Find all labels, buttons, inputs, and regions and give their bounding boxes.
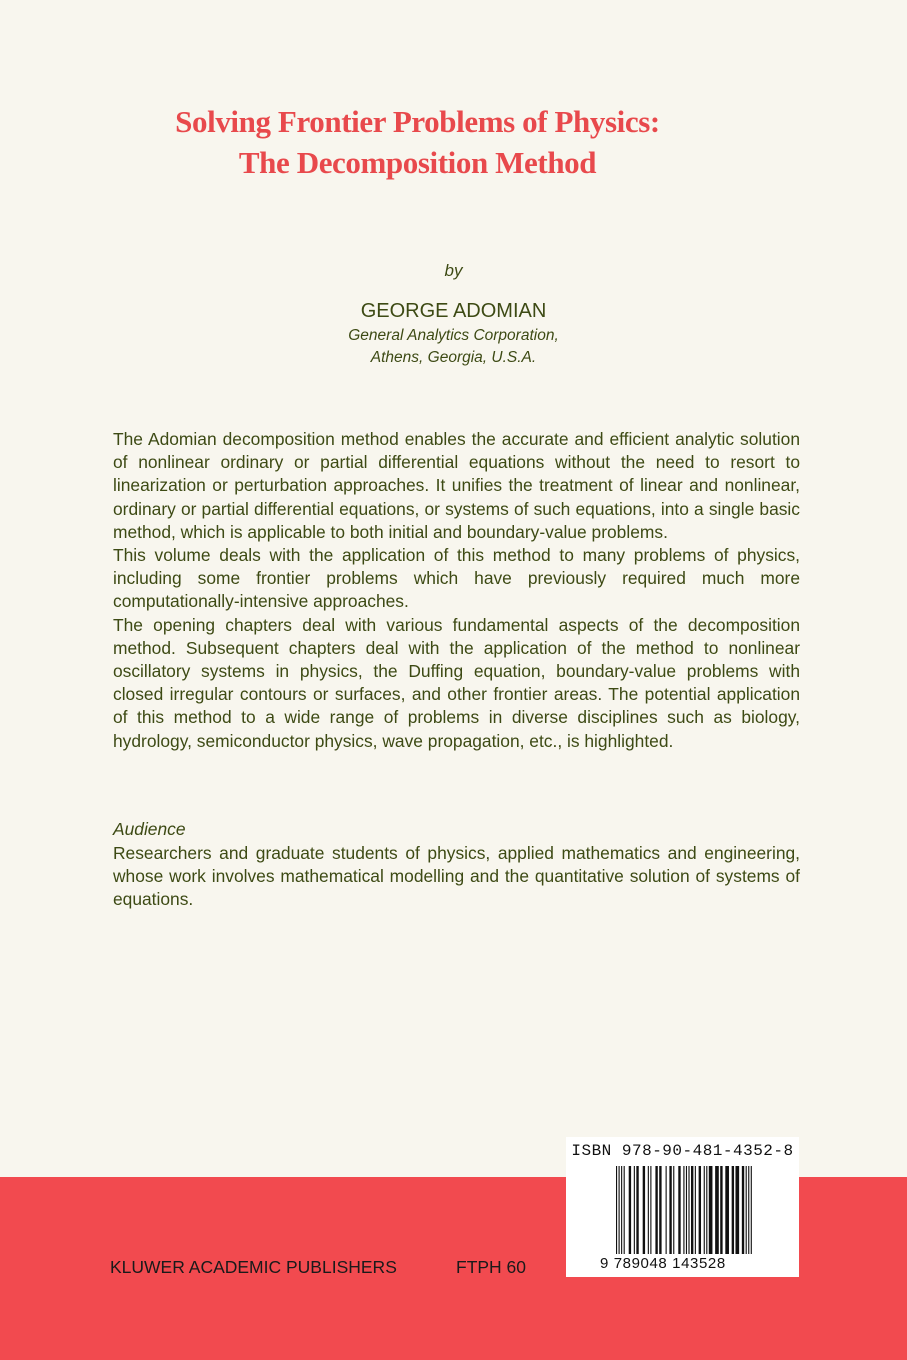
book-description — [113, 428, 800, 753]
barcode-bar — [720, 1166, 722, 1254]
barcode-bar — [751, 1166, 752, 1254]
isbn-barcode-label — [566, 1137, 799, 1277]
author-name: GEORGE ADOMIAN — [360, 300, 547, 322]
audience-text — [113, 842, 800, 912]
barcode-bar — [648, 1166, 649, 1254]
barcode-bar — [621, 1166, 622, 1254]
description-paragraph: The Adomian decomposition method enables the accurate and efficient analytic solution of nonlinear ordinary or partial differential equations without the need to resort to linearization or perturbation approaches. It unifies the treatment of linear and nonlinear, ordinary or partial differential equations, or systems of such equations, into a single basic method, which is applicable to both initial and boundary-value problems. — [113, 429, 800, 542]
barcode-bar — [732, 1166, 734, 1254]
barcode-bar — [655, 1166, 657, 1254]
barcode-bar — [695, 1166, 696, 1254]
barcode-bar — [683, 1166, 684, 1254]
barcode-bar — [688, 1166, 689, 1254]
barcode-bar — [704, 1166, 705, 1254]
barcode-bar — [666, 1166, 667, 1254]
barcode-bar — [709, 1166, 713, 1254]
series-code: FTPH 60 — [456, 1257, 527, 1277]
barcode-bar — [650, 1166, 651, 1254]
barcode-bar — [624, 1166, 625, 1254]
barcode-bar — [725, 1166, 729, 1254]
description-paragraph: The opening chapters deal with various fundamental aspects of the decomposition method. Subsequent chapters deal with the application of the method to nonlinear oscillatory systems in physics, the Duffing equation, boundary-value problems with closed irregular contours or surfaces, and other frontier areas. The potential application of this method to a wide range of problems in diverse disciplines such as biology, hydrology, semiconductor physics, wave propagation, etc., is highlighted. — [113, 614, 800, 751]
barcode-bar — [634, 1166, 635, 1254]
barcode-bar — [691, 1166, 693, 1254]
barcode-graphic — [616, 1166, 752, 1254]
author-affiliation-line-2: Athens, Georgia, U.S.A. — [370, 349, 537, 366]
barcode-bar — [748, 1166, 749, 1254]
isbn-number: ISBN 978-90-481-4352-8 — [571, 1142, 794, 1160]
book-title-line-1: Solving Frontier Problems of Physics: — [175, 104, 660, 139]
barcode-bar — [746, 1166, 747, 1254]
by-label: by — [444, 261, 463, 280]
barcode-bar — [699, 1166, 701, 1254]
barcode-bar — [715, 1166, 719, 1254]
audience-heading: Audience — [113, 819, 186, 839]
barcode-bar — [629, 1166, 631, 1254]
publisher-name: KLUWER ACADEMIC PUBLISHERS — [110, 1257, 397, 1277]
barcode-bar — [619, 1166, 620, 1254]
barcode-bar — [643, 1166, 645, 1254]
barcode-bar — [669, 1166, 671, 1254]
barcode-bar — [659, 1166, 661, 1254]
barcode-bar — [735, 1166, 739, 1254]
author-affiliation-line-1: General Analytics Corporation, — [348, 327, 559, 344]
barcode-bar — [678, 1166, 680, 1254]
barcode-bar — [686, 1166, 687, 1254]
book-title-line-2: The Decomposition Method — [238, 145, 597, 180]
barcode-bar — [742, 1166, 744, 1254]
description-paragraph: This volume deals with the application of this method to many problems of physics, including some frontier problems which have previously required much more computationally-intensive approaches. — [113, 545, 800, 612]
barcode-bar — [673, 1166, 674, 1254]
barcode-digits: 9 789048 143528 — [600, 1255, 726, 1272]
barcode-bar — [616, 1166, 617, 1254]
barcode-bar — [636, 1166, 638, 1254]
barcode-bar — [706, 1166, 707, 1254]
audience-paragraph: Researchers and graduate students of physics, applied mathematics and engineering, whose work involves mathematical modelling and the quantitative solution of systems of equations. — [113, 843, 800, 910]
